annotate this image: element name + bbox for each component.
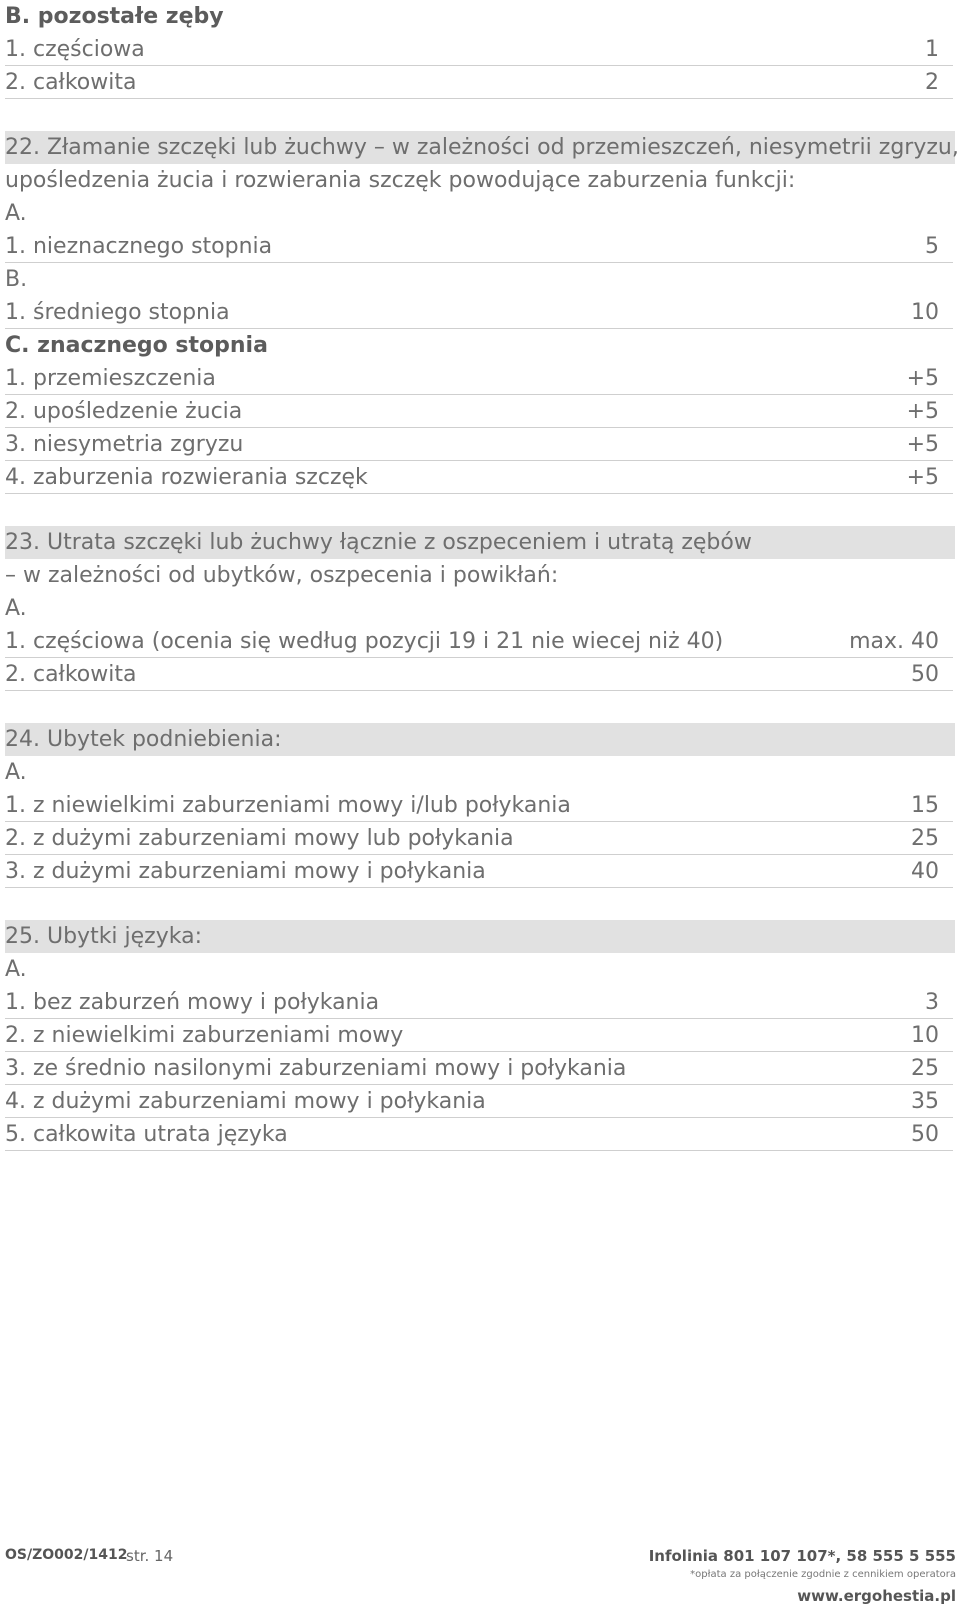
item-value: 10: [911, 1022, 939, 1048]
item-value: 1: [925, 36, 939, 62]
item-label: 2. upośledzenie żucia: [5, 398, 243, 424]
list-item: [5, 362, 953, 395]
group-a-label: A.: [5, 760, 27, 785]
list-item: [5, 822, 953, 855]
item-value: +5: [906, 365, 939, 391]
item-value: 50: [911, 661, 939, 687]
list-item: [5, 789, 953, 822]
list-item: [5, 1019, 953, 1052]
document-code: OS/ZO002/1412: [5, 1547, 128, 1563]
section-b-title: B. pozostałe zęby: [5, 4, 224, 29]
item-label: 1. częściowa: [5, 36, 145, 62]
item-label: 1. z niewielkimi zaburzeniami mowy i/lub połykania: [5, 792, 571, 818]
list-item: [5, 658, 953, 691]
group-c-label: C. znacznego stopnia: [5, 333, 268, 358]
document-body: [5, 0, 959, 1151]
item-label: 1. bez zaburzeń mowy i połykania: [5, 989, 380, 1015]
infoline-note: *opłata za połączenie zgodnie z cennikiem operatora: [690, 1569, 956, 1580]
group-a-label: A.: [5, 957, 27, 982]
group-b-label: B.: [5, 267, 28, 292]
section-23-header-cont: – w zależności od ubytków, oszpecenia i powikłań:: [5, 563, 559, 588]
group-a-label: A.: [5, 201, 27, 226]
section-22-header-cont: upośledzenia żucia i rozwierania szczęk powodujące zaburzenia funkcji:: [5, 168, 796, 193]
website-link[interactable]: www.ergohestia.pl: [797, 1587, 956, 1605]
page-number: str. 14: [126, 1547, 174, 1565]
item-value: 10: [911, 299, 939, 325]
item-label: 3. niesymetria zgryzu: [5, 431, 244, 457]
item-label: 3. ze średnio nasilonymi zaburzeniami mowy i połykania: [5, 1055, 627, 1081]
item-value: max. 40: [849, 628, 939, 654]
item-label: 5. całkowita utrata języka: [5, 1121, 288, 1147]
group-a-label: A.: [5, 596, 27, 621]
item-value: +5: [906, 464, 939, 490]
list-item: [5, 1085, 953, 1118]
list-item: [5, 1118, 953, 1151]
item-label: 4. zaburzenia rozwierania szczęk: [5, 464, 368, 490]
infoline-text: Infolinia 801 107 107*, 58 555 5 555: [648, 1547, 956, 1565]
list-item: [5, 66, 953, 99]
list-item: [5, 1052, 953, 1085]
list-item: [5, 855, 953, 888]
item-value: +5: [906, 398, 939, 424]
item-label: 2. całkowita: [5, 661, 137, 687]
section-24-header: 24. Ubytek podniebienia:: [5, 723, 955, 756]
item-label: 3. z dużymi zaburzeniami mowy i połykania: [5, 858, 486, 884]
section-22-header: 22. Złamanie szczęki lub żuchwy – w zależności od przemieszczeń, niesymetrii zgryzu,: [5, 131, 955, 164]
item-value: 3: [925, 989, 939, 1015]
item-value: 35: [911, 1088, 939, 1114]
item-label: 1. średniego stopnia: [5, 299, 230, 325]
section-23-header: 23. Utrata szczęki lub żuchwy łącznie z oszpeceniem i utratą zębów: [5, 526, 955, 559]
item-label: 2. z niewielkimi zaburzeniami mowy: [5, 1022, 404, 1048]
item-value: +5: [906, 431, 939, 457]
item-label: 4. z dużymi zaburzeniami mowy i połykania: [5, 1088, 486, 1114]
item-value: 5: [925, 233, 939, 259]
item-value: 15: [911, 792, 939, 818]
item-value: 25: [911, 825, 939, 851]
section-25-header: 25. Ubytki języka:: [5, 920, 955, 953]
list-item: [5, 986, 953, 1019]
item-label: 2. całkowita: [5, 69, 137, 95]
list-item: [5, 428, 953, 461]
item-value: 25: [911, 1055, 939, 1081]
list-item: [5, 461, 953, 494]
item-value: 40: [911, 858, 939, 884]
list-item: [5, 625, 953, 658]
item-value: 50: [911, 1121, 939, 1147]
item-label: 1. nieznacznego stopnia: [5, 233, 273, 259]
list-item: [5, 230, 953, 263]
item-label: 2. z dużymi zaburzeniami mowy lub połykania: [5, 825, 514, 851]
list-item: [5, 395, 953, 428]
list-item: [5, 33, 953, 66]
page-footer: [0, 1535, 960, 1610]
item-value: 2: [925, 69, 939, 95]
item-label: 1. częściowa (ocenia się według pozycji 19 i 21 nie wiecej niż 40): [5, 628, 724, 654]
item-label: 1. przemieszczenia: [5, 365, 216, 391]
list-item: [5, 296, 953, 329]
